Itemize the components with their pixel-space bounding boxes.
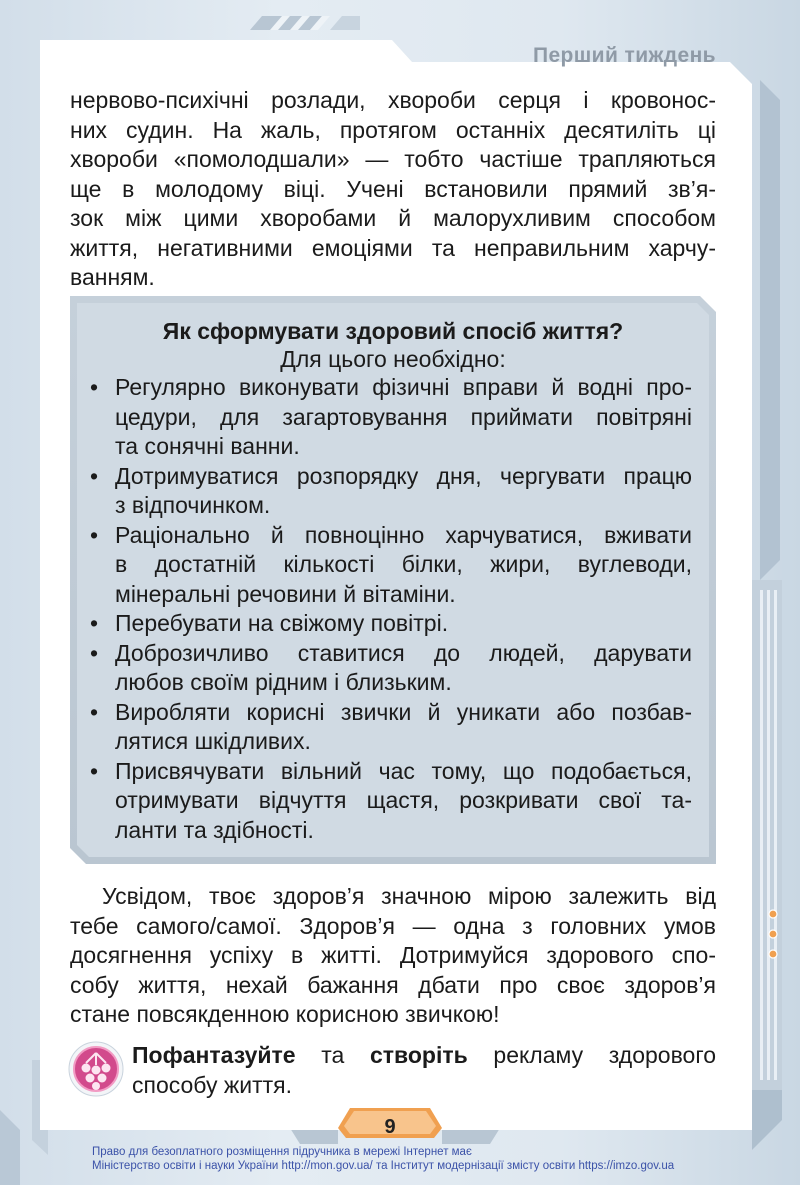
text-line: цедури, для загартовування приймати повітряні [115,403,692,430]
text-line: ще в молодому віці. Учені встановили прямий зв’я- [70,175,716,202]
task-verb-1: Пофантазуйте [132,1042,296,1068]
text-line: лятися шкідливих. [115,728,311,754]
text-line: Дотримуватися розпорядку дня, чергувати працю [115,462,692,489]
box-subtitle: Для цього необхідно: [280,346,506,372]
bullet-icon: • [90,610,99,636]
text-line: Перебувати на свіжому повітрі. [115,610,449,636]
list-item [88,521,692,610]
text-line: нервово-психічні розлади, хвороби серця і кровонос- [70,87,716,113]
text-line: хвороби «помолодшали» — тобто частіше трапляються [70,146,716,172]
text-line: них судин. На жаль, протягом останніх десятиліть ці [70,116,716,143]
text-line: стане повсякденною корисною звичкою! [70,1001,500,1027]
text-line: ванням. [70,264,155,290]
text-line: собу життя, нехай бажання дбати про своє здоров’я [70,971,716,998]
task-line-1 [132,1041,716,1071]
text-line: Усвідом, твоє здоров’я значною мірою залежить від [102,883,716,909]
task-line-2: способу життя. [132,1071,293,1098]
bullet-icon: • [90,521,99,548]
text-line: Виробляти корисні звички й уникати або позбав- [115,698,692,725]
text-line: Присвячувати вільний час тому, що подобається, [115,757,692,784]
box-title: Як сформувати здоровий спосіб життя? [162,318,624,344]
text-line: мінеральні речовини й вітаміни. [115,580,456,607]
list-item [88,462,692,521]
list-item [88,639,692,698]
bullet-icon: • [90,757,99,784]
text-line: тебе самого/самої. Здоров’я — одна з головних умов [70,912,716,939]
text-line: зок між цими хворобами й малорухливим способом [70,205,716,231]
text-line: та сонячні ванни. [115,433,300,459]
running-title: Перший тиждень [532,44,716,67]
text-line: ланти та здібності. [115,816,314,843]
healthy-lifestyle-list [88,373,692,845]
creative-task-icon [68,1041,124,1097]
text-line: любов своїм рідним і близьким. [115,669,452,695]
side-dots-decoration [767,908,779,960]
bullet-icon: • [90,639,99,666]
text-line: в достатній кількості білки, жири, вуглеводи, [115,551,692,577]
footer-line-2: Міністерство освіти і науки України http://mon.gov.ua/ та Інститут модернізації змісту освіти https://imzo.gov.ua [92,1160,675,1172]
copyright-footer [92,1145,732,1173]
intro-paragraph [70,86,716,293]
text-line: отримувати відчуття щастя, розкривати свої та- [115,787,692,813]
bullet-icon: • [90,462,99,489]
list-item [88,373,692,462]
task-verb-2: створіть [369,1042,468,1068]
list-item [88,698,692,757]
conclusion-paragraph [70,882,716,1030]
task-rest: рекламу здорового [467,1042,716,1068]
task-connector: та [295,1042,370,1068]
text-line: досягнення успіху в житті. Дотримуйся здорового спо- [70,942,716,968]
list-item [88,757,692,846]
text-line: з відпочинком. [115,492,271,518]
text-line: Доброзичливо ставитися до людей, дарувати [115,639,692,666]
text-line: життя, негативними емоціями та неправильним харчу- [70,234,716,261]
page-number: 9 [384,1116,396,1138]
creative-task [132,1041,716,1100]
footer-line-1: Право для безоплатного розміщення підручника в мережі Інтернет має [92,1146,472,1158]
text-line: Регулярно виконувати фізичні вправи й водні про- [115,374,692,400]
text-line: Раціонально й повноцінно харчуватися, вживати [115,521,692,548]
bullet-icon: • [90,698,99,725]
list-item [88,609,692,639]
bullet-icon: • [90,374,99,400]
